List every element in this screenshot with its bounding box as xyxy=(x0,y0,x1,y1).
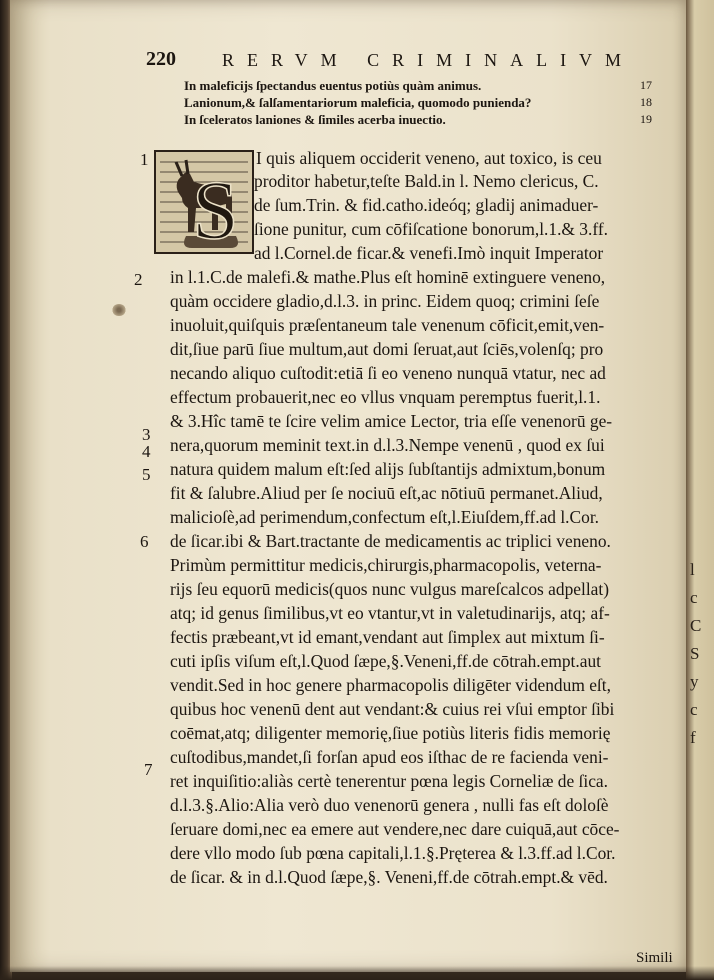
edge-letter: S xyxy=(690,644,700,663)
text-line: in l.1.C.de malefi.& mathe.Plus eſt hominē extinguere veneno, xyxy=(170,267,606,287)
text-line: ad l.Cornel.de ficar.& venefi.Imò inquit Imperator xyxy=(254,243,604,263)
catchword: Simili xyxy=(636,950,673,966)
text-line: atq; id genus ſimilibus,vt eo vtantur,vt in valetudinarijs, atq; af- xyxy=(170,603,610,623)
text-line: d.l.3.§.Alio:Alia verò duo venenorū genera , nulli fas eſt doloſè xyxy=(170,795,609,815)
text-line: dit,ſiue parū ſiue multum,aut domi ſeruat,aut ſciēs,volenſq; pro xyxy=(170,339,604,359)
margin-number: 5 xyxy=(142,465,151,484)
text-line: & 3.Hîc tamē te ſcire velim amice Lector, tria eſſe venenorū ge- xyxy=(170,411,613,431)
drop-cap-letter: S xyxy=(192,164,239,252)
text-line: natura quidem malum eſt:ſed alijs ſubſtantijs admixtum,bonum xyxy=(170,459,606,479)
text-line: coēmat,atq; diligenter memorię,ſiue potiùs literis fidis memorię xyxy=(170,723,611,743)
summary-number: 19 xyxy=(640,112,652,126)
text-line: de ſicar.ibi & Bart.tractante de medicamentis ac triplici veneno. xyxy=(170,531,611,551)
text-line: ſeruare domi,nec ea emere aut vendere,nec dare cuiquā,aut cōce- xyxy=(170,819,620,839)
margin-number: 3 xyxy=(142,425,151,444)
summary-number: 17 xyxy=(640,78,652,92)
edge-letter: C xyxy=(690,616,702,635)
ink-blot xyxy=(112,304,126,316)
text-line: quibus hoc venenū dent aut vendant:& cuius rei vſui emptor ſibi xyxy=(170,699,615,719)
page-bottom-shadow xyxy=(0,966,714,980)
edge-letter: f xyxy=(690,728,696,747)
page-number: 220 xyxy=(146,48,176,70)
text-line: Primùm permittitur medicis,chirurgis,pharmacopolis, veterna- xyxy=(170,555,602,575)
margin-number: 4 xyxy=(142,442,151,461)
summary-row xyxy=(184,112,664,129)
margin-number: 6 xyxy=(140,532,149,551)
text-line: nera,quorum meminit text.in d.l.3.Nempe venenū , quod ex ſui xyxy=(170,435,605,455)
summary-text: In maleficijs ſpectandus euentus potiùs quàm animus. xyxy=(184,78,482,93)
text-line: effectum probauerit,nec eo vllus vnquam peremptus fuerit,l.1. xyxy=(170,387,601,407)
running-head xyxy=(146,48,666,76)
chapter-summary xyxy=(184,78,664,129)
goat-woodcut-icon xyxy=(156,152,252,252)
text-line: vendit.Sed in hoc genere pharmacopolis diligēter videndum eſt, xyxy=(170,675,611,695)
text-line: I quis aliquem occiderit veneno, aut toxico, is ceu xyxy=(256,148,602,168)
text-line: de ſicar. & in d.l.Quod ſæpe,§. Veneni,ff.de cōtrah.empt.& vēd. xyxy=(170,867,608,887)
text-line: cuſtodibus,mandet,ſi forſan apud eos iſthac de re facienda veni- xyxy=(170,747,609,767)
text-line: quàm occidere gladio,d.l.3. in princ. Eidem quoq; crimini ſeſe xyxy=(170,291,600,311)
text-line: de ſum.Trin. & fid.catho.ideóq; gladij animaduer- xyxy=(254,195,599,215)
summary-text: Lanionum,& ſalſamentariorum maleficia, quomodo punienda? xyxy=(184,95,532,110)
edge-letter: y xyxy=(690,672,699,691)
margin-number: 1 xyxy=(140,150,149,169)
text-line: ret inquiſitio:aliàs certè tenerentur pœna legis Corneliæ de ſica. xyxy=(170,771,609,791)
text-line: fectis præbeant,vt id emant,vendant aut ſimplex aut mixtum ſi- xyxy=(170,627,605,647)
text-line: cuti ipſis viſum eſt,l.Quod ſæpe,§.Veneni,ff.de cōtrah.empt.aut xyxy=(170,651,601,671)
running-title: RERVM CRIMINALIVM xyxy=(222,50,635,70)
summary-number: 18 xyxy=(640,95,652,109)
edge-letter: c xyxy=(690,700,698,719)
text-line: necando aliquo cuſtodit:etiā ſi eo veneno nunquā vtatur, nec ad xyxy=(170,363,606,383)
text-line: fit & ſalubre.Aliud per ſe nociuū eſt,ac nōtiuū permanet.Aliud, xyxy=(170,483,603,503)
text-line: ſione punitur, cum cōfiſcatione bonorum,l.1.& 3.ff. xyxy=(254,219,608,239)
margin-number: 7 xyxy=(144,760,153,779)
next-page-edge xyxy=(686,0,714,980)
edge-letter: l xyxy=(690,560,695,579)
summary-row xyxy=(184,95,664,112)
text-line: malicioſè,ad perimendum,confectum eſt,l.Eiuſdem,ff.ad l.Cor. xyxy=(170,507,600,527)
summary-row xyxy=(184,78,664,95)
text-line: dere vllo modo ſub pœna capitali,l.1.§.Pręterea & l.3.ff.ad l.Cor. xyxy=(170,843,616,863)
text-line: inuoluit,quiſquis præſentaneum tale venenum cōficit,emit,ven- xyxy=(170,315,605,335)
decorated-initial-icon xyxy=(154,150,254,254)
edge-letter: c xyxy=(690,588,698,607)
text-line: proditor habetur,teſte Bald.in l. Nemo clericus, C. xyxy=(254,171,599,191)
margin-number: 2 xyxy=(134,270,143,289)
summary-text: In ſceleratos laniones & ſimiles acerba inuectio. xyxy=(184,112,446,127)
text-line: rijs ſeu equorū medicis(quos nunc vulgus mareſcalcos adpellat) xyxy=(170,579,609,599)
